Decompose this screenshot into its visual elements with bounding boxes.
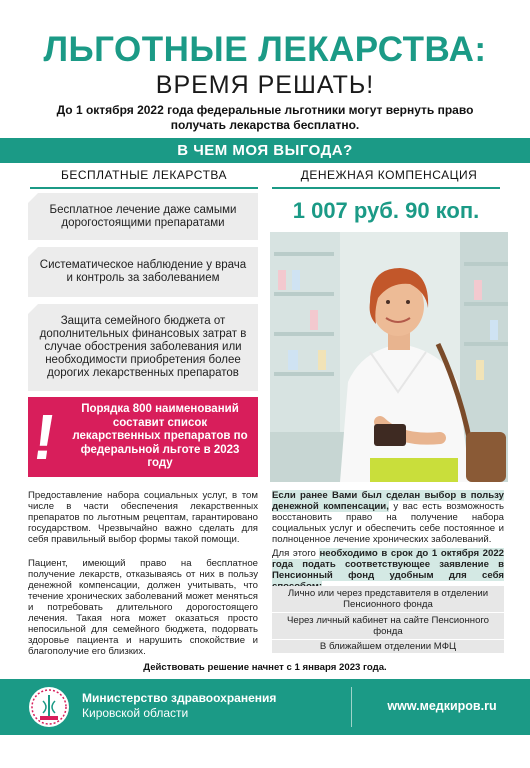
ministry-emblem-icon xyxy=(27,685,71,729)
benefit-text: Защита семейного бюджета от дополнительных финансовых затрат в случае обострения заболевания или необходимости приобретения более дорогих лекарственных препаратов xyxy=(39,315,247,379)
option-box xyxy=(272,586,504,612)
paragraph-text: у вас есть возможность восстановить право на получение набора социальных услуг и обеспечить себе постоянное и полноценное лечение хронических заболеваний. xyxy=(272,501,504,545)
lead-text: До 1 октября 2022 года федеральные льготники могут вернуть право получать лекарства бесплатно. xyxy=(56,103,474,132)
page-subtitle-slogan: ВРЕМЯ РЕШАТЬ! xyxy=(155,71,375,99)
benefit-box xyxy=(28,247,258,297)
benefit-box xyxy=(28,304,258,391)
option-text: В ближайшем отделении МФЦ xyxy=(319,641,457,652)
box-corner-notch xyxy=(28,247,38,257)
option-box xyxy=(272,613,504,639)
right-heading-underline xyxy=(272,187,500,189)
left-paragraph-1: Предоставление набора социальных услуг, в том числе в части обеспечения лекарственных препаратов по льготным рецептам, гарантировано государством. Чрезвычайно важно сделать для себя правильный выбор формы такой помощи. xyxy=(28,490,258,545)
right-paragraph-1 xyxy=(272,490,504,545)
option-text: Лично или через представителя в отделении Пенсионного фонда xyxy=(287,588,489,610)
ministry-line-1: Министерство здравоохранения xyxy=(82,691,277,705)
box-corner-notch xyxy=(28,193,38,203)
highlighted-text: Если ранее Вами был сделан выбор в пользу денежной компенсации, xyxy=(272,490,504,512)
footer-divider xyxy=(351,687,352,727)
right-column-heading: ДЕНЕЖНАЯ КОМПЕНСАЦИЯ xyxy=(300,168,478,182)
alert-text: Порядка 800 наименований составит список лекарственных препаратов по федеральной льготе в 2023 году xyxy=(72,403,248,469)
woman-in-pharmacy-illustration xyxy=(270,232,508,482)
compensation-amount: 1 007 руб. 90 коп. xyxy=(292,198,480,223)
option-text: Через личный кабинет на сайте Пенсионного фонда xyxy=(286,615,490,637)
page-title: ЛЬГОТНЫЕ ЛЕКАРСТВА: xyxy=(43,30,487,69)
pharmacy-photo xyxy=(270,232,508,482)
benefit-box xyxy=(28,193,258,240)
left-heading-underline xyxy=(30,187,258,189)
effective-date-note: Действовать решение начнет с 1 января 2023 года. xyxy=(143,662,387,673)
left-column-heading: БЕСПЛАТНЫЕ ЛЕКАРСТВА xyxy=(60,168,228,182)
paragraph-text: Для этого xyxy=(272,548,320,559)
alert-box xyxy=(28,397,258,477)
benefit-text: Систематическое наблюдение у врача и контроль за заболеванием xyxy=(39,259,247,284)
left-paragraph-2: Пациент, имеющий право на бесплатное получение лекарств, отказываясь от них в пользу денежной компенсации, должен учитывать, что течение хронических заболеваний может меняться и потребовать длительного дорогостоящего лечения. Такая нога может оказаться просто непосильной для семейного бюджета, подорвать здоровье пациента и нарушить спокойствие и благополучие его близких. xyxy=(28,558,258,657)
ministry-name xyxy=(82,691,276,721)
benefit-text: Бесплатное лечение даже самыми дорогостоящими препаратами xyxy=(49,203,237,229)
box-corner-notch xyxy=(28,304,38,314)
exclamation-icon: ! xyxy=(28,401,61,473)
footer-bar xyxy=(0,679,530,735)
highlighted-text: необходимо в срок до 1 октября 2022 года подать соответствующее заявление в Пенсионный фонд удобным для себя xyxy=(272,548,504,592)
website-link[interactable]: www.медкиров.ru xyxy=(387,699,497,713)
ministry-line-2: Кировской области xyxy=(82,706,189,720)
benefit-header-bar: В ЧЕМ МОЯ ВЫГОДА? xyxy=(0,138,530,163)
option-box xyxy=(272,640,504,653)
